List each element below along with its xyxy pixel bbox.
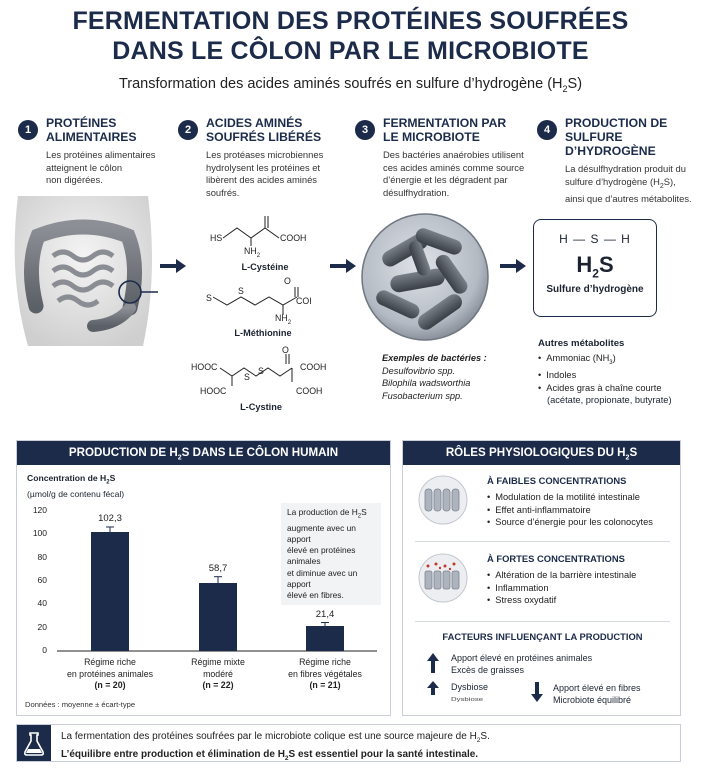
factor-up2-l1: Dysbiose <box>451 682 489 692</box>
methionine-nh2 <box>275 313 291 326</box>
step-3-head-l2: LE MICROBIOTE <box>383 130 480 144</box>
h2s-structure-s: S <box>590 232 600 246</box>
footer-line-2 <box>61 748 490 766</box>
category-label-line: Régime mixte <box>191 657 245 667</box>
footer-l1-end: S. <box>480 731 490 742</box>
subtitle-text-end: S) <box>567 76 583 92</box>
y-tick-label: 120 <box>32 505 47 515</box>
step-1-heading <box>46 116 188 144</box>
roles-title: RÔLES PHYSIOLOGIQUES DU H <box>445 446 626 459</box>
h2s-structure: H — S — H <box>559 232 631 246</box>
arrow-right-icon <box>500 259 526 273</box>
note-l1-end: S <box>361 507 367 517</box>
cystine-s2: S <box>258 366 264 376</box>
factor-increase-2 <box>451 681 488 707</box>
h2s-box <box>533 219 657 317</box>
metabolites-list <box>538 352 672 394</box>
step-1-desc <box>46 149 188 187</box>
cystine-hooc-2: HOOC <box>200 386 227 396</box>
step-2 <box>178 116 348 199</box>
flask-icon-svg <box>17 725 51 761</box>
footer-text <box>61 730 490 765</box>
h2s-formula-s: S <box>598 252 614 277</box>
category-label-line: modéré <box>203 668 233 679</box>
high-concentration-title: À FORTES CONCENTRATIONS <box>487 553 625 564</box>
subtitle-sub: 2 <box>562 83 568 94</box>
category-label-line: en protéines animales <box>66 668 154 679</box>
cysteine-nh-sub: 2 <box>256 252 261 259</box>
step-3 <box>355 116 535 199</box>
factor-decrease <box>553 683 641 706</box>
page-subtitle <box>0 76 701 94</box>
roles-panel-header <box>403 441 680 465</box>
step-4-desc-l2 <box>565 176 697 193</box>
ylabel-end: S <box>109 473 116 483</box>
h2s-formula <box>534 252 656 280</box>
arrow-right-icon <box>160 259 186 273</box>
subtitle-text: Transformation des acides aminés soufrés en sulfure d’hydrogène (H <box>118 76 563 92</box>
roles-title-sub: 2 <box>625 454 630 462</box>
category-label <box>270 657 380 692</box>
bar-value-label: 21,4 <box>315 608 335 620</box>
step-1-desc-l1: Les protéines alimentaires <box>46 149 156 160</box>
cysteine-nh: NH <box>244 246 257 256</box>
title-line-1: FERMENTATION DES PROTÉINES SOUFRÉES <box>72 7 629 35</box>
bar <box>306 626 344 651</box>
metabolite-agcc: Acides gras à chaîne courte <box>546 382 662 393</box>
step-3-desc-l4: désulfhydration. <box>383 186 450 198</box>
step-1-desc-l3: non digérées. <box>46 174 103 185</box>
cysteine-cooh: COOH <box>280 233 307 243</box>
title-line-2: DANS LE CÔLON PAR LE MICROBIOTE <box>112 37 589 65</box>
production-title-sub: 2 <box>177 454 182 462</box>
category-label <box>55 657 165 692</box>
metabolite-ammoniac-sub: 3 <box>609 359 613 366</box>
arrow-up-icon <box>427 681 439 695</box>
metabolite-ammoniac: Ammoniac (NH <box>546 353 610 363</box>
methionine-o: O <box>284 276 291 286</box>
step-4-desc-l2-sub: 2 <box>659 182 664 190</box>
bar-value-label: 58,7 <box>208 562 228 574</box>
metabolites-extra: (acétate, propionate, butyrate) <box>547 395 672 406</box>
h2s-formula-h: H <box>576 252 593 277</box>
cystine-cooh-2: COOH <box>296 386 323 396</box>
step-3-desc-l3: d’énergie et les dégradent par <box>383 174 508 185</box>
step-2-heading <box>206 116 348 144</box>
divider <box>415 621 670 622</box>
damaged-epithelium-icon <box>415 553 471 603</box>
h2s-name: Sulfure d’hydrogène <box>546 284 644 296</box>
y-tick-label: 80 <box>37 551 47 562</box>
metabolite-item <box>538 382 672 395</box>
chart-note <box>281 503 381 605</box>
note-l5: élevé en fibres. <box>287 590 344 601</box>
factor-down-l2: Microbiote équilibré <box>553 694 632 705</box>
step-3-desc <box>383 149 535 199</box>
healthy-epithelium-icon <box>415 475 471 525</box>
step-4-desc-l1: La désulfhydration produit du <box>565 163 686 174</box>
divider <box>415 541 670 542</box>
bacteria-item: Fusobacterium spp. <box>382 390 463 401</box>
footer-l2-sub: 2 <box>284 754 289 762</box>
category-label-line: en fibres végétales <box>288 668 362 679</box>
step-1 <box>18 116 188 187</box>
factor-up2-l2: Dysbiose <box>451 695 484 703</box>
arrow-right-icon <box>330 259 356 273</box>
methionine-s1: S <box>206 293 212 303</box>
category-n-label: (n = 21) <box>309 680 341 690</box>
bar <box>199 583 237 651</box>
cystine-name: L-Cystine <box>240 402 282 412</box>
y-tick-label: 20 <box>37 621 47 632</box>
bar-value-label: 102,3 <box>98 512 122 524</box>
cystine-s1: S <box>244 372 250 382</box>
h2s-structure-h1: H <box>559 232 569 246</box>
factor-up1-l1: Apport élevé en protéines animales <box>451 653 593 663</box>
step-3-desc-l2: ces acides aminés comme source <box>383 161 525 173</box>
note-l1-sub: 2 <box>357 513 362 520</box>
roles-title-end: S <box>629 446 638 459</box>
metabolite-ammoniac-end: ) <box>612 353 616 363</box>
methionine-nh: NH <box>275 313 288 323</box>
page-title <box>0 6 701 66</box>
footer-banner <box>16 724 681 762</box>
low-concentration-title: À FAIBLES CONCENTRATIONS <box>487 475 627 486</box>
step-4-desc-l2-b: S), <box>663 175 676 187</box>
category-n-label: (n = 22) <box>202 680 234 690</box>
step-2-desc-l4: soufrés. <box>206 186 240 198</box>
cystine-o: O <box>282 345 289 355</box>
step-4-head-l1: PRODUCTION DE <box>565 116 668 130</box>
step-4-head-l2: SULFURE D’HYDROGÈNE <box>565 130 656 158</box>
footer-l1-text: La fermentation des protéines soufrées par le microbiote colique est une source majeure de H <box>61 731 477 742</box>
high-item: • Altération de la barrière intestinale <box>487 569 636 582</box>
bacteria-item: Bilophila wadsworthia <box>382 378 471 388</box>
ylabel-text: Concentration de H <box>27 473 107 483</box>
methionine-nh-sub: 2 <box>287 319 292 326</box>
category-label <box>163 657 273 692</box>
category-label-line: Régime riche <box>299 657 351 667</box>
low-item: • Effet anti-inflammatoire <box>487 504 653 517</box>
y-tick-label: 60 <box>37 575 47 585</box>
metabolite-indoles: Indoles <box>546 370 577 381</box>
category-label-line: Régime riche <box>84 657 136 667</box>
note-l3: élevé en protéines animales <box>287 545 356 567</box>
ylabel-unit: (µmol/g de contenu fécal) <box>27 488 125 499</box>
step-1-head-l1: PROTÉINES <box>46 116 117 130</box>
ylabel-sub: 2 <box>106 479 110 486</box>
footer-line-1 <box>61 730 490 748</box>
h2s-structure-h2: H <box>621 232 631 246</box>
metabolites-title: Autres métabolites <box>538 338 625 349</box>
step-4-desc-l3: ainsi que d’autres métabolites. <box>565 192 692 204</box>
note-l2: augmente avec un apport <box>287 522 356 545</box>
low-concentration-block <box>487 475 653 529</box>
roles-panel <box>402 440 681 716</box>
step-number-3: 3 <box>355 120 375 140</box>
production-panel <box>16 440 391 716</box>
step-2-desc-l2: hydrolysent les protéines et <box>206 161 321 173</box>
category-n-label: (n = 20) <box>94 680 126 690</box>
cystine-cooh-1: COOH <box>300 362 327 372</box>
metabolite-item <box>538 352 672 369</box>
factor-down-l1: Apport élevé en fibres <box>553 683 641 693</box>
footer-l2-text: L’équilibre entre production et élimination de H <box>61 748 285 760</box>
high-concentration-list <box>487 569 636 607</box>
bacteria-examples-title: Exemples de bactéries : <box>382 353 487 363</box>
step-3-head-l1: FERMENTATION PAR <box>383 116 507 130</box>
y-tick-label: 40 <box>37 598 47 609</box>
high-item: • Inflammation <box>487 582 636 595</box>
step-3-heading <box>383 116 535 144</box>
bacteria-examples <box>382 352 487 402</box>
step-number-4: 4 <box>537 120 557 140</box>
bar <box>91 532 129 651</box>
step-number-1: 1 <box>18 120 38 140</box>
step-1-desc-l2: atteignent le côlon <box>46 161 123 173</box>
methionine-cooh: COI <box>296 296 312 306</box>
arrow-down-icon <box>531 682 543 702</box>
h2s-formula-sub: 2 <box>592 266 599 281</box>
footer-l1-sub: 2 <box>476 737 481 744</box>
step-4-desc <box>565 163 697 205</box>
step-2-desc-l1: Les protéases microbiennes <box>206 149 324 160</box>
factors-title: FACTEURS INFLUENÇANT LA PRODUCTION <box>442 631 643 642</box>
production-title-end: S DANS LE CÔLON HUMAIN <box>181 446 339 459</box>
production-title: PRODUCTION DE H <box>68 446 178 459</box>
metabolite-item <box>538 369 672 382</box>
methionine-name: L-Méthionine <box>234 328 292 338</box>
note-l1: La production de H <box>287 507 358 517</box>
step-number-2: 2 <box>178 120 198 140</box>
factor-increase-1 <box>451 653 592 676</box>
step-2-head-l2: SOUFRÉS LIBÉRÉS <box>206 130 322 144</box>
cysteine-hs: HS <box>210 233 223 243</box>
low-concentration-list <box>487 491 653 529</box>
high-item: • Stress oxydatif <box>487 594 636 607</box>
factor-up1-l2: Excès de graisses <box>451 664 525 675</box>
y-tick-label: 100 <box>32 528 47 539</box>
step-1-head-l2: ALIMENTAIRES <box>46 130 137 144</box>
step-3-desc-l1: Des bactéries anaérobies utilisent <box>383 149 524 160</box>
step-4-heading <box>565 116 697 158</box>
cystine-hooc-1: HOOC <box>191 362 218 372</box>
cysteine-nh2 <box>244 246 260 259</box>
high-concentration-block <box>487 553 636 607</box>
bacteria-item: Desulfovibrio spp. <box>382 365 456 376</box>
arrow-up-icon <box>427 653 439 673</box>
note-l4: et diminue avec un apport <box>287 567 358 589</box>
step-2-desc <box>206 149 348 199</box>
step-4-desc-l2-a: sulfure d’hydrogène (H <box>565 175 660 187</box>
step-2-desc-l3: libèrent des acides aminés <box>206 174 317 185</box>
cysteine-name: L-Cystéine <box>241 262 289 272</box>
colon-illustration <box>8 196 158 346</box>
chart-footnote: Données : moyenne ± écart-type <box>25 700 136 709</box>
flask-icon <box>17 725 51 761</box>
y-tick-label: 0 <box>42 645 47 655</box>
bacteria-microscope-image <box>360 212 490 342</box>
other-metabolites <box>538 338 672 407</box>
low-item: • Modulation de la motilité intestinale <box>487 491 653 504</box>
step-4 <box>537 116 697 205</box>
step-2-head-l1: ACIDES AMINÉS <box>206 116 303 130</box>
methionine-s2: S <box>238 286 244 296</box>
low-item: • Source d’énergie pour les colonocytes <box>487 516 653 529</box>
footer-l2-end: S est essentiel pour la santé intestinale. <box>288 748 479 760</box>
